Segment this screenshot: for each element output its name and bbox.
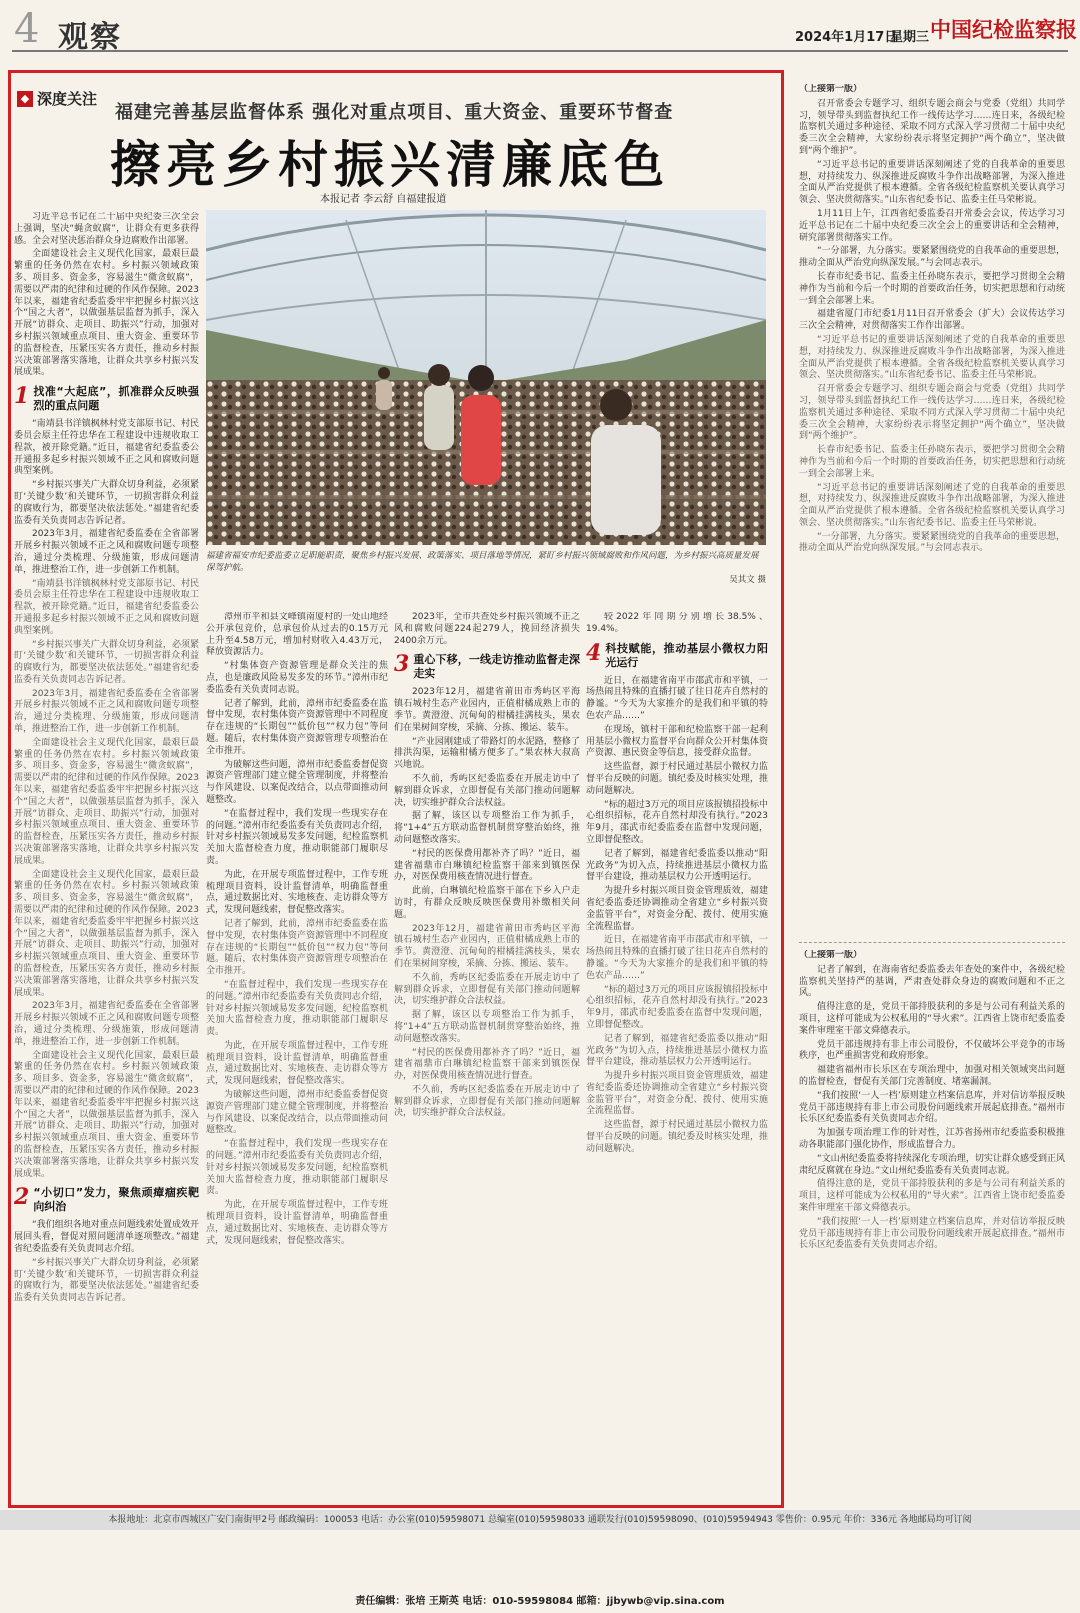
paragraph: 为破解这些问题，漳州市纪委监委督促资源资产管理部门建立健全管理制度，并将整治与作风建设、以案促改结合，以点带面推动问题整改。 <box>206 1090 388 1136</box>
greenhouse-illustration <box>206 210 766 545</box>
paragraph: “在监督过程中，我们发现一些现实存在的问题。”漳州市纪委监委有关负责同志介绍，针对乡村振兴领域易发多发问题，纪检监察机关加大监督检查力度，推动职能部门履职尽责。 <box>206 808 388 866</box>
paragraph: “习近平总书记的重要讲话深刻阐述了党的自我革命的重要思想，对持续发力、纵深推进反腐败斗争作出战略部署，为深入推进全面从严治党提供了根本遵循。全省各级纪检监察机关要认真学习领会、坚决贯彻落实。”山东省纪委书记、监委主任马荣彬说。 <box>799 334 1065 381</box>
column-tag <box>17 88 97 109</box>
paragraph: 全面建设社会主义现代化国家，最艰巨最繁重的任务仍然在农村。乡村振兴领域政策多、项目多、资金多，容易滋生“微贪蚁腐”，需要以严肃的纪律和过硬的作风作保障。2023年以来，福建省纪委监委牢牢把握乡村振兴这个“国之大者”，以做强基层监督为抓手，深入开展“访群众、走项目、助振兴”行动，加强对乡村振兴领域重点项目、重大资金、重要环节的监督检查，压紧压实各方责任，推动乡村振兴决策部署落实落地，让群众共享乡村振兴发展成果。 <box>14 249 199 378</box>
photo-caption <box>206 550 766 585</box>
section-heading-3 <box>394 653 580 681</box>
issue-weekday: 星期三 <box>890 30 930 45</box>
photo-credit: 吴其文 摄 <box>729 575 766 585</box>
section-title: 重心下移，一线走访推动监督走深走实 <box>413 653 580 681</box>
figure-background-worker <box>376 367 392 410</box>
paragraph: 为此，在开展专项监督过程中，工作专班梳理项目资料，设计监督清单，明确监督重点，通过数据比对、实地核查、走访群众等方式，发现问题线索，督促整改落实。 <box>206 869 388 916</box>
paragraph: 为提升乡村振兴项目资金管理质效，福建省纪委监委还协调推动全省建立“乡村振兴资金监管平台”，对资金分配、拨付、使用实施全流程监督。 <box>586 1071 768 1117</box>
paragraph: 1月11日上午，江西省纪委监委召开常委会会议，传达学习习近平总书记在二十届中央纪委三次全会上的重要讲话和全会精神，研究部署贯彻落实工作。 <box>799 208 1065 243</box>
paragraph: “在监督过程中，我们发现一些现实存在的问题。”漳州市纪委监委有关负责同志介绍，针对乡村振兴领域易发多发问题，纪检监察机关加大监督检查力度，推动职能部门履职尽责。 <box>206 1139 388 1197</box>
paragraph: 福建省福州市长乐区在专项治理中，加强对相关领域突出问题的监督检查，督促有关部门完善制度、堵塞漏洞。 <box>799 1065 1065 1087</box>
imprint-bar: 本报地址：北京市西城区广安门南街甲2号 邮政编码：100053 电话：办公室(010)59598071 总编室(010)59598033 通联发行(010)59598090、(010)59594943 零售价：0.95元 年价：336元 各地邮局均可订阅 <box>0 1510 1080 1530</box>
paragraph: 召开常委会专题学习、组织专题会商会与党委（党组）共同学习，领导带头到监督执纪工作一线传达学习……连日来，各级纪检监察机关通过多种途径、采取不同方式深入学习贯彻二十届中央纪委三次全会精神，大家纷纷表示将坚定拥护“两个确立”，坚决做到“两个维护”。 <box>799 98 1065 156</box>
paragraph: 为破解这些问题，漳州市纪委监委督促资源资产管理部门建立健全管理制度，并将整治与作风建设、以案促改结合，以点带面推动问题整改。 <box>206 759 388 805</box>
paragraph: 不久前，秀屿区纪委监委在开展走访中了解到群众诉求，立即督促有关部门推动问题解决，切实维护群众合法权益。 <box>394 972 580 1007</box>
paragraph: 不久前，秀屿区纪委监委在开展走访中了解到群众诉求，立即督促有关部门推动问题解决，切实维护群众合法权益。 <box>394 1084 580 1119</box>
section-heading-2 <box>14 1186 199 1214</box>
section-number: 3 <box>394 651 410 678</box>
paragraph: 2023年3月，福建省纪委监委在全省部署开展乡村振兴领域不正之风和腐败问题专项整治，通过分类梳理、分级施策，形成问题清单，推进整治工作，进一步创新工作机制。 <box>14 688 199 735</box>
paragraph: 2023年12月，福建省莆田市秀屿区平海镇石城村生态产业园内，正值柑橘成熟上市的季节。黄澄澄、沉甸甸的柑橘挂满枝头，果农们在果树间穿梭，采摘、分拣、搬运、装车。 <box>394 687 580 733</box>
continuation-note: （上接第一版） <box>799 950 863 960</box>
paragraph: 记者了解到，在海南省纪委监委去年查处的案件中，各级纪检监察机关坚持严的基调，严肃查处群众身边的腐败问题和不正之风。 <box>799 964 1065 999</box>
paragraph: “文山州纪委监委将持续深化专项治理，切实让群众感受到正风肃纪反腐就在身边。”文山州纪委监委有关负责同志说。 <box>799 1153 1065 1176</box>
continued-article-top <box>799 84 1065 936</box>
article-column-4 <box>586 612 768 1502</box>
paragraph: 2023年，全市共查处乡村振兴领域不正之风和腐败问题224起279人，挽回经济损失2400余万元。 <box>394 612 580 646</box>
paragraph: 2023年12月，福建省莆田市秀屿区平海镇石城村生态产业园内，正值柑橘成熟上市的季节。黄澄澄、沉甸甸的柑橘挂满枝头，果农们在果树间穿梭，采摘、分拣、搬运、装车。 <box>394 923 580 969</box>
article-column-3 <box>394 612 580 1502</box>
paragraph: 全面建设社会主义现代化国家，最艰巨最繁重的任务仍然在农村。乡村振兴领域政策多、项目多、资金多，容易滋生“微贪蚁腐”，需要以严肃的纪律和过硬的作风作保障。2023年以来，福建省纪委监委牢牢把握乡村振兴这个“国之大者”，以做强基层监督为抓手，深入开展“访群众、走项目、助振兴”行动，加强对乡村振兴领域重点项目、重大资金、重要环节的监督检查，压紧压实各方责任，推动乡村振兴决策部署落实落地，让群众共享乡村振兴发展成果。 <box>14 1050 199 1179</box>
paragraph: “村集体资产资源管理是群众关注的焦点，也是廉政风险易发多发的环节。”漳州市纪委监委有关负责同志说。 <box>206 661 388 695</box>
section-title: 观察 <box>58 20 122 55</box>
paragraph: 为此，在开展专项监督过程中，工作专班梳理项目资料，设计监督清单，明确监督重点，通过数据比对、实地核查、走访群众等方式，发现问题线索，督促整改落实。 <box>206 1200 388 1246</box>
paragraph: “村民的医保费用都补齐了吗？”近日，福建省福鼎市白琳镇纪检监察干部来到镇医保办，对医保费用核查情况进行督查。 <box>394 1047 580 1082</box>
paragraph: 2023年3月，福建省纪委监委在全省部署开展乡村振兴领域不正之风和腐败问题专项整治，通过分类梳理、分级施策，形成问题清单，推进整治工作，进一步创新工作机制。 <box>14 529 199 575</box>
column-tag-label: 深度关注 <box>37 90 98 108</box>
paragraph: “标的超过3万元的项目应该报镇招投标中心组织招标，花卉自然村却没有执行。”2023年9月，邵武市纪委监委在监督中发现问题，立即督促整改。 <box>586 984 768 1030</box>
newspaper-logo: 中国纪检监察报 <box>930 17 1077 42</box>
article-column-1 <box>14 212 199 1502</box>
section-title: “小切口”发力，聚焦顽瘴痼疾靶向纠治 <box>33 1186 199 1214</box>
paragraph: 记者了解到，福建省纪委监委以推动“阳光政务”为切入点，持续推进基层小微权力监督平台建设，推动基层权力公开透明运行。 <box>586 1033 768 1068</box>
paragraph: 长春市纪委书记、监委主任孙晓东表示，要把学习贯彻全会精神作为当前和今后一个时期的首要政治任务，切实把思想和行动统一到全会部署上来。 <box>799 271 1065 306</box>
paragraph: 长春市纪委书记、监委主任孙晓东表示，要把学习贯彻全会精神作为当前和今后一个时期的首要政治任务，切实把思想和行动统一到全会部署上来。 <box>799 445 1065 479</box>
paragraph: 全面建设社会主义现代化国家，最艰巨最繁重的任务仍然在农村。乡村振兴领域政策多、项目多、资金多，容易滋生“微贪蚁腐”，需要以严肃的纪律和过硬的作风作保障。2023年以来，福建省纪委监委牢牢把握乡村振兴这个“国之大者”，以做强基层监督为抓手，深入开展“访群众、走项目、助振兴”行动，加强对乡村振兴领域重点项目、重大资金、重要环节的监督检查，压紧压实各方责任，推动乡村振兴决策部署落实落地，让群众共享乡村振兴发展成果。 <box>14 737 199 866</box>
paragraph: 记者了解到，此前，漳州市纪委监委在监督中发现，农村集体资产资源管理中不同程度存在违规的“长期包”“低价包”“权力包”等问题。随后，农村集体资产资源管理专项整治在全市推开。 <box>206 698 388 756</box>
paragraph: “我们组织各地对重点问题线索处置成效开展回头看，督促对照问题清单逐项整改。”福建省纪委监委有关负责同志介绍。 <box>14 1220 199 1254</box>
paragraph: 习近平总书记在二十届中央纪委三次全会上强调，坚决“蝇贪蚁腐”，让群众有更多获得感。全会对坚决惩治群众身边腐败作出部署。 <box>14 212 199 246</box>
paragraph: “一分部署，九分落实。要紧紧围绕党的自我革命的重要思想，推动全面从严治党向纵深发展。”与会同志表示。 <box>799 246 1065 269</box>
paragraph: 召开常委会专题学习、组织专题会商会与党委（党组）共同学习，领导带头到监督执纪工作一线传达学习……连日来，各级纪检监察机关通过多种途径、采取不同方式深入学习贯彻二十届中央纪委三次全会精神，大家纷纷表示将坚定拥护“两个确立”，坚决做到“两个维护”。 <box>799 384 1065 442</box>
section-title: 找准“大起底”，抓准群众反映强烈的重点问题 <box>33 385 199 413</box>
paragraph: 漳州市平和县文峰镇南厦村的一处山地经公开承包竞价，总承包价从过去的0.15万元上升至4.58万元，增加村财收入4.43万元，释放资源活力。 <box>206 612 388 658</box>
paragraph: 为加强专项治理工作的针对性，江苏省扬州市纪委监委积极推动各职能部门强化协作，形成监督合力。 <box>799 1128 1065 1150</box>
paragraph: “我们按照‘一人一档’原则建立档案信息库，并对信访举报反映党员干部违规持有非上市公司股份问题线索开展起底排查。”福州市长乐区纪委监委有关负责同志介绍。 <box>799 1090 1065 1125</box>
masthead <box>0 0 1080 56</box>
paragraph: “习近平总书记的重要讲话深刻阐述了党的自我革命的重要思想，对持续发力、纵深推进反腐败斗争作出战略部署，为深入推进全面从严治党提供了根本遵循。全省各级纪检监察机关要认真学习领会、坚决贯彻落实。”山东省纪委书记、监委主任马荣彬说。 <box>799 482 1065 528</box>
paragraph: 记者了解到，此前，漳州市纪委监委在监督中发现，农村集体资产资源管理中不同程度存在违规的“长期包”“低价包”“权力包”等问题。随后，农村集体资产资源管理专项整治在全市推开。 <box>206 918 388 977</box>
section-heading-1 <box>14 385 199 413</box>
section-title: 科技赋能，推动基层小微权力阳光运行 <box>605 641 768 669</box>
greenhouse-photo <box>206 210 766 545</box>
article-column-2 <box>206 612 388 1502</box>
paragraph: 在现场，镇村干部和纪检监察干部一起利用基层小微权力监督平台向群众公开村集体资产资源、惠民资金等信息，接受群众监督。 <box>586 724 768 759</box>
paragraph: 值得注意的是，党员干部持股获利的多是与公司有利益关系的项目，这样可能成为公权私用的“导火索”。江西省上饶市纪委监委案件审理室干部文舜德表示。 <box>799 1179 1065 1213</box>
paragraph: 党员干部违规持有非上市公司股份，不仅破坏公平竞争的市场秩序，也严重损害党和政府形象。 <box>799 1039 1065 1062</box>
paragraph: 值得注意的是，党员干部持股获利的多是与公司有利益关系的项目，这样可能成为公权私用的“导火索”。江西省上饶市纪委监委案件审理室干部文舜德表示。 <box>799 1002 1065 1036</box>
page-number: 4 <box>14 6 40 52</box>
section-number: 2 <box>14 1184 30 1211</box>
paragraph: 近日，在福建省南平市邵武市和平镇，一场热闹且特殊的直播打破了往日花卉自然村的静谧。“今天为大家推介的是我们和平镇的特色农产品……” <box>586 675 768 721</box>
paragraph: 较2022年同期分别增长38.5%、19.4%。 <box>586 612 768 634</box>
flag-icon: ◆ <box>17 91 33 107</box>
paragraph: 福建省厦门市纪委1月11日召开常委会（扩大）会议传达学习三次全会精神，对贯彻落实工作作出部署。 <box>799 309 1065 332</box>
paragraph: 全面建设社会主义现代化国家，最艰巨最繁重的任务仍然在农村。乡村振兴领域政策多、项目多、资金多，容易滋生“微贪蚁腐”，需要以严肃的纪律和过硬的作风作保障。2023年以来，福建省纪委监委牢牢把握乡村振兴这个“国之大者”，以做强基层监督为抓手，深入开展“访群众、走项目、助振兴”行动，加强对乡村振兴领域重点项目、重大资金、重要环节的监督检查，压紧压实各方责任，推动乡村振兴决策部署落实落地，让群众共享乡村振兴发展成果。 <box>14 869 199 998</box>
issue-date: 2024年1月17日 <box>795 30 898 45</box>
paragraph: 这些监督，源于村民通过基层小微权力监督平台反映的问题。镇纪委及时核实处理，推动问题解决。 <box>586 762 768 796</box>
column-divider <box>799 942 1065 943</box>
paragraph: “南靖县书洋镇枫林村党支部原书记、村民委员会原主任符忠华在工程建设中违规收取工程款，被开除党籍。”近日，福建省纪委监委公开通报多起乡村振兴领域不正之风和腐败问题典型案例。 <box>14 419 199 477</box>
paragraph: “乡村振兴事关广大群众切身利益，必须紧盯‘关键少数’和关键环节，一切损害群众利益的腐败行为，都要坚决依法惩处。”福建省纪委监委有关负责同志告诉记者。 <box>14 639 199 685</box>
paragraph: 此前，白琳镇纪检监察干部在下乡入户走访时，有群众反映反映医保费用补缴相关问题。 <box>394 886 580 920</box>
continued-article-bottom <box>799 950 1065 1502</box>
figure-left-woman <box>424 364 454 450</box>
paragraph: “南靖县书洋镇枫林村党支部原书记、村民委员会原主任符忠华在工程建设中违规收取工程款，被开除党籍。”近日，福建省纪委监委公开通报多起乡村振兴领域不正之风和腐败问题典型案例。 <box>14 578 199 636</box>
paragraph: 这些监督，源于村民通过基层小微权力监督平台反映的问题。镇纪委及时核实处理，推动问题解决。 <box>586 1120 768 1154</box>
paragraph: 据了解，该区以专项整治工作为抓手，将“1+4”五方联动监督机制贯穿整治始终，推动问题整改落实。 <box>394 811 580 845</box>
paragraph: 为提升乡村振兴项目资金管理质效，福建省纪委监委还协调推动全省建立“乡村振兴资金监管平台”，对资金分配、拨付、使用实施全流程监督。 <box>586 886 768 932</box>
paragraph: “乡村振兴事关广大群众切身利益，必须紧盯‘关键少数’和关键环节，一切损害群众利益的腐败行为，都要坚决依法惩处。”福建省纪委监委有关负责同志告诉记者。 <box>14 1257 199 1304</box>
article-subtitle: 福建完善基层监督体系 强化对重点项目、重大资金、重要环节督查 <box>115 102 674 123</box>
masthead-rule <box>12 50 1068 52</box>
section-heading-4 <box>586 639 768 670</box>
paragraph: “习近平总书记的重要讲话深刻阐述了党的自我革命的重要思想，对持续发力、纵深推进反腐败斗争作出战略部署，为深入推进全面从严治党提供了根本遵循。全省各级纪检监察机关要认真学习领会、坚决贯彻落实。”山东省纪委书记、监委主任马荣彬说。 <box>799 159 1065 206</box>
article-headline: 擦亮乡村振兴清廉底色 <box>110 135 670 194</box>
paragraph: “产业园刚建成了带路灯的水泥路，整修了排洪沟渠，运输柑橘方便多了。”果农林大叔高兴地说。 <box>394 736 580 771</box>
section-number: 1 <box>14 383 30 410</box>
paragraph: 据了解，该区以专项整治工作为抓手，将“1+4”五方联动监督机制贯穿整治始终，推动问题整改落实。 <box>394 1010 580 1044</box>
paragraph: “乡村振兴事关广大群众切身利益，必须紧盯‘关键少数’和关键环节，一切损害群众利益的腐败行为，都要坚决依法惩处。”福建省纪委监委有关负责同志告诉记者。 <box>14 480 199 526</box>
paragraph: 记者了解到，福建省纪委监委以推动“阳光政务”为切入点，持续推进基层小微权力监督平台建设，推动基层权力公开透明运行。 <box>586 848 768 883</box>
paragraph: 近日，在福建省南平市邵武市和平镇，一场热闹且特殊的直播打破了往日花卉自然村的静谧。“今天为大家推介的是我们和平镇的特色农产品……” <box>586 935 768 981</box>
paragraph: “在监督过程中，我们发现一些现实存在的问题。”漳州市纪委监委有关负责同志介绍，针对乡村振兴领域易发多发问题，纪检监察机关加大监督检查力度，推动职能部门履职尽责。 <box>206 979 388 1038</box>
paragraph: “我们按照‘一人一档’原则建立档案信息库，并对信访举报反映党员干部违规持有非上市公司股份问题线索开展起底排查。”福州市长乐区纪委监委有关负责同志介绍。 <box>799 1216 1065 1251</box>
paragraph: 为此，在开展专项监督过程中，工作专班梳理项目资料，设计监督清单，明确监督重点，通过数据比对、实地核查、走访群众等方式，发现问题线索，督促整改落实。 <box>206 1040 388 1087</box>
photo-caption-text: 福建省福安市纪委监委立足职能职责，聚焦乡村振兴发展、政策落实、项目落地等情况，紧盯乡村振兴领域腐败和作风问题，为乡村振兴高质量发展保驾护航。 <box>206 551 759 573</box>
paragraph: 2023年3月，福建省纪委监委在全省部署开展乡村振兴领域不正之风和腐败问题专项整治，通过分类梳理、分级施策，形成问题清单，推进整治工作，进一步创新工作机制。 <box>14 1001 199 1047</box>
paragraph: “村民的医保费用都补齐了吗？”近日，福建省福鼎市白琳镇纪检监察干部来到镇医保办，对医保费用核查情况进行督查。 <box>394 848 580 883</box>
section-number: 4 <box>586 639 602 666</box>
paragraph: 不久前，秀屿区纪委监委在开展走访中了解到群众诉求，立即督促有关部门推动问题解决，切实维护群众合法权益。 <box>394 773 580 808</box>
paragraph: “标的超过3万元的项目应该报镇招投标中心组织招标，花卉自然村却没有执行。”2023年9月，邵武市纪委监委在监督中发现问题，立即督促整改。 <box>586 799 768 845</box>
editor-info: 责任编辑：张培 王斯英 电话：010-59598084 邮箱：jjbywb@vip.sina.com <box>355 1596 725 1607</box>
paragraph: “一分部署，九分落实。要紧紧围绕党的自我革命的重要思想，推动全面从严治党向纵深发展。”与会同志表示。 <box>799 531 1065 554</box>
article-byline: 本报记者 李云舒 自福建报道 <box>320 194 447 205</box>
continuation-note: （上接第一版） <box>799 84 863 94</box>
